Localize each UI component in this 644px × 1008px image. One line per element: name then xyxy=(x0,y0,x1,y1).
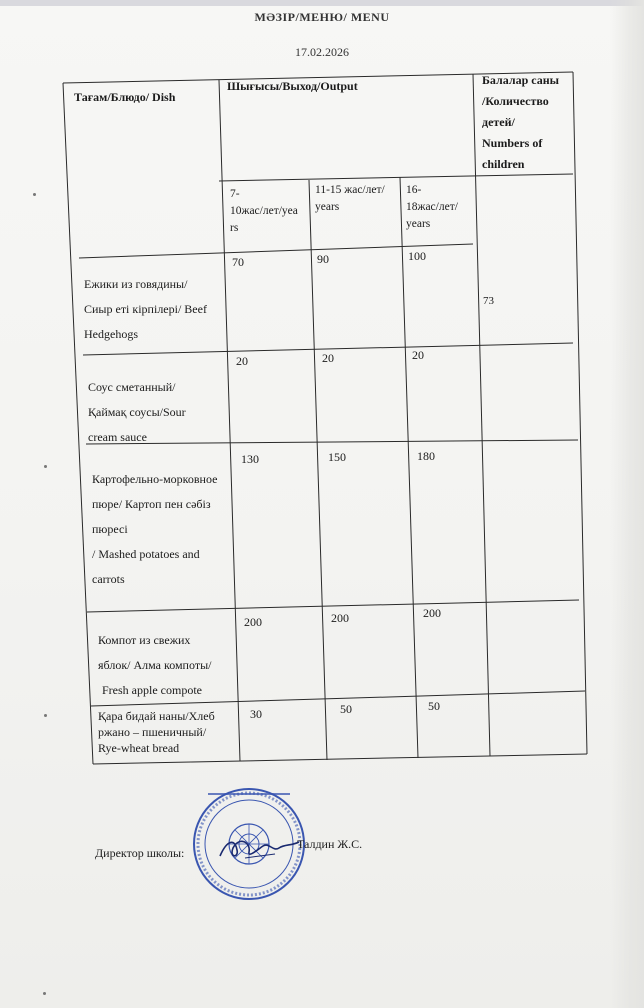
dish-name-line: яблок/ Алма компоты/ xyxy=(98,658,212,672)
age-group-line: 7- xyxy=(230,188,240,200)
age-group-line: 18жас/лет/ xyxy=(406,201,458,213)
dish-name-line: Соус сметанный/ xyxy=(88,380,176,394)
menu-title: МӘЗІР/МЕНЮ/ MENU xyxy=(254,10,390,24)
age-group-line: 11-15 жас/лет/ xyxy=(315,184,385,196)
dish-name-line: cream sauce xyxy=(88,430,147,444)
dish-name-line: Rye-wheat bread xyxy=(98,741,180,755)
portion-value: 100 xyxy=(408,249,426,263)
dish-name xyxy=(84,272,234,347)
age-group-11-15 xyxy=(313,182,405,216)
age-group-line: rs xyxy=(230,222,239,234)
dish-name-line: Ежики из говядины/ xyxy=(84,277,188,291)
portion-value: 70 xyxy=(232,255,244,269)
dish-name-line: пюре/ Картоп пен сәбіз xyxy=(92,497,211,511)
dish-name-line: Қара бидай наны/Хлеб xyxy=(98,709,215,723)
handwritten-signature-icon xyxy=(215,828,305,868)
age-group-16-18 xyxy=(404,182,476,233)
dish-name xyxy=(88,375,238,450)
age-group-line: years xyxy=(315,201,340,213)
portion-value: 20 xyxy=(236,354,248,368)
portion-value: 180 xyxy=(417,449,435,463)
portion-value: 150 xyxy=(328,450,346,464)
director-label: Директор школы: xyxy=(95,846,185,860)
director-name: Талдин Ж.С. xyxy=(297,837,363,851)
children-count-value: 73 xyxy=(483,295,494,307)
age-group-line: years xyxy=(406,218,431,230)
dish-name xyxy=(98,628,248,703)
portion-value: 200 xyxy=(244,615,262,629)
portion-value: 50 xyxy=(340,702,352,716)
dish-name-line: carrots xyxy=(92,572,125,586)
header-children-count xyxy=(478,70,573,175)
header-children-line: детей/ xyxy=(482,115,515,129)
header-children-line: Балалар саны xyxy=(482,73,560,87)
dish-name xyxy=(92,467,242,592)
scan-speck xyxy=(44,714,47,717)
scan-speck xyxy=(33,193,36,196)
age-group-7-10 xyxy=(226,186,312,237)
header-dish: Тағам/Блюдо/ Dish xyxy=(74,90,176,104)
dish-name xyxy=(98,708,248,756)
dish-name-line: / Mashed potatoes and xyxy=(92,547,200,561)
portion-value: 30 xyxy=(250,707,262,721)
dish-name-line: Компот из свежих xyxy=(98,633,191,647)
portion-value: 20 xyxy=(412,348,424,362)
portion-value: 200 xyxy=(331,611,349,625)
dish-name-line: Картофельно-морковное xyxy=(92,472,218,486)
portion-value: 90 xyxy=(317,252,329,266)
menu-date: 17.02.2026 xyxy=(295,45,349,59)
dish-name-line: Сиыр еті кірпілері/ Beef xyxy=(84,302,207,316)
portion-value: 20 xyxy=(322,351,334,365)
header-output: Шығысы/Выход/Output xyxy=(227,79,358,93)
header-children-line: Numbers of xyxy=(482,136,543,150)
age-group-line: 10жас/лет/yea xyxy=(230,205,298,217)
dish-name-line: Hedgehogs xyxy=(84,327,138,341)
dish-name-line: Fresh apple compote xyxy=(102,683,202,697)
header-children-line: children xyxy=(482,157,525,171)
dish-name-line: Қаймақ соусы/Sour xyxy=(88,405,186,419)
age-group-line: 16- xyxy=(406,184,422,196)
scan-speck xyxy=(43,992,46,995)
dish-name-line: пюресі xyxy=(92,522,128,536)
header-children-line: /Количество xyxy=(482,94,549,108)
portion-value: 130 xyxy=(241,452,259,466)
portion-value: 50 xyxy=(428,699,440,713)
dish-name-line: ржано – пшеничный/ xyxy=(98,725,207,739)
scan-speck xyxy=(44,465,47,468)
portion-value: 200 xyxy=(423,606,441,620)
